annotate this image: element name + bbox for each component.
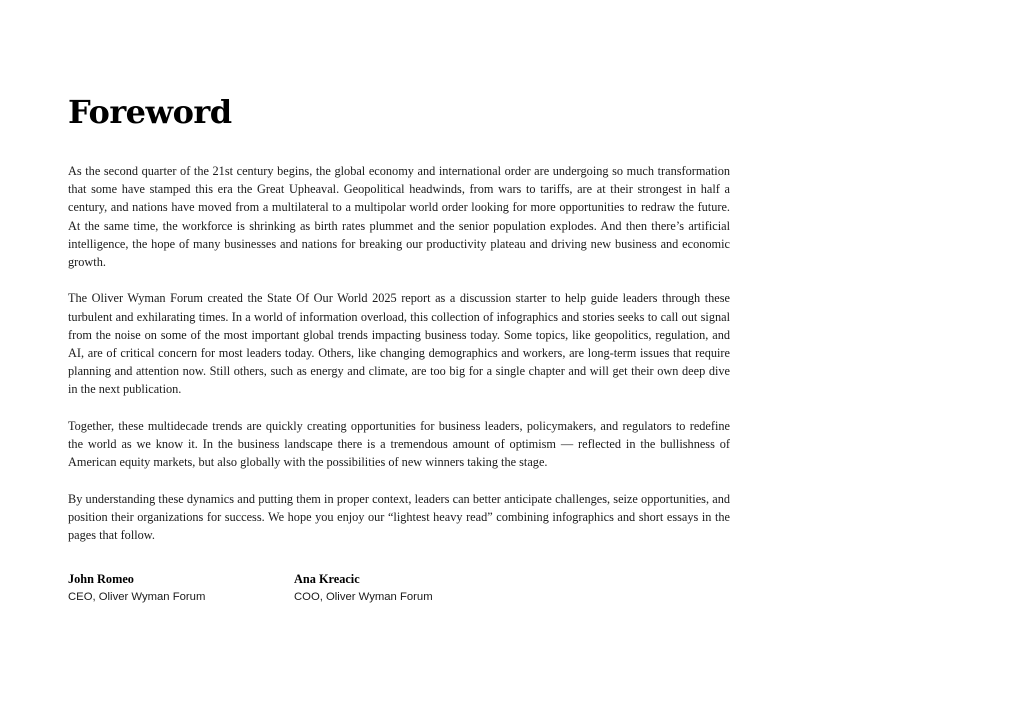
signatory-name: John Romeo <box>68 572 134 587</box>
signatory-role: CEO, Oliver Wyman Forum <box>68 591 206 604</box>
signatures <box>68 570 730 606</box>
signatory-john-romeo <box>68 570 294 606</box>
signatory-ana-kreacic <box>294 570 520 606</box>
foreword-page <box>68 92 730 606</box>
paragraph-2: The Oliver Wyman Forum created the State Of Our World 2025 report as a discussion starter to help guide leaders through these turbulent and exhilarating times. In a world of information overload, this collection of infographics and stories seeks to call out signal from the noise on some of the most important global trends impacting business today. Some topics, like geopolitics, regulation, and AI, are of critical concern for most leaders today. Others, like changing demographics and workers, are long-term issues that require planning and attention now. Still others, such as energy and climate, are too big for a single chapter and will get their own deep dive in the next publication. <box>68 291 730 397</box>
signatory-role: COO, Oliver Wyman Forum <box>294 591 433 604</box>
paragraph-4: By understanding these dynamics and putting them in proper context, leaders can better anticipate challenges, seize opportunities, and position their organizations for success. We hope you enjoy our “lightest heavy read” combining infographics and short essays in the pages that follow. <box>68 491 730 543</box>
page-title: Foreword <box>68 93 232 131</box>
signatory-name: Ana Kreacic <box>294 572 360 587</box>
paragraph-1: As the second quarter of the 21st century begins, the global economy and international order are undergoing so much transformation that some have stamped this era the Great Upheaval. Geopolitical headwinds, from wars to tariffs, are at their strongest in half a century, and nations have moved from a multilateral to a multipolar world order looking for more opportunities to redraw the future. At the same time, the workforce is shrinking as birth rates plummet and the senior population explodes. And then there’s artificial intelligence, the hope of many businesses and nations for breaking our productivity plateau and driving new business and economic growth. <box>68 164 730 270</box>
paragraph-3: Together, these multidecade trends are quickly creating opportunities for business leaders, policymakers, and regulators to redefine the world as we know it. In the business landscape there is a tremendous amount of optimism — reflected in the bullishness of American equity markets, but also globally with the possibilities of new winners taking the stage. <box>68 418 730 470</box>
foreword-body <box>68 162 730 544</box>
